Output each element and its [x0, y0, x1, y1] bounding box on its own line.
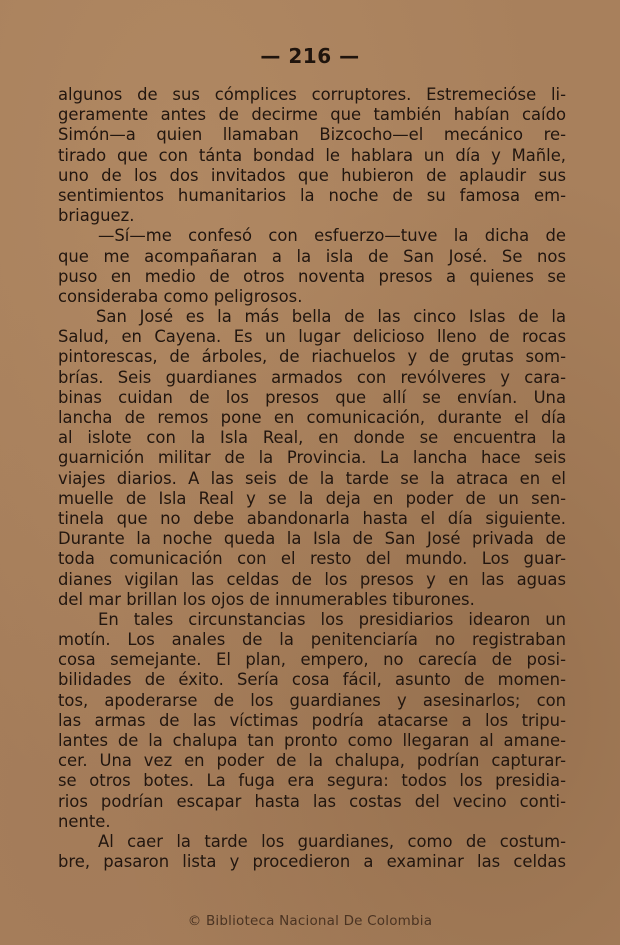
text-line: lantes de la chalupa tan pronto como llegaran al amane- [58, 731, 566, 750]
text-line: del mar brillan los ojos de innumerables tiburones. [58, 589, 475, 609]
text-line: consideraba como peligrosos. [58, 286, 303, 306]
text-line: cer. Una vez en poder de la chalupa, podrían capturar- [58, 751, 566, 771]
text-line: tirado que con tánta bondad le hablara un día y Mañle, [58, 145, 566, 165]
text-line: guarnición militar de la Provincia. La lancha hace seis [58, 448, 566, 468]
text-line: —Sí—me confesó con esfuerzo—tuve la dicha de [98, 226, 566, 246]
body-text [58, 85, 566, 872]
page-number: — 216 — [260, 44, 360, 68]
text-line: cosa semejante. El plan, empero, no carecía de posi- [58, 650, 566, 670]
text-line: lancha de remos pone en comunicación, durante el día [58, 408, 566, 427]
copyright-footer: © Biblioteca Nacional De Colombia [187, 913, 433, 929]
text-line: las armas de las víctimas podría atacarse a los tripu- [58, 710, 566, 730]
text-line: Simón—a quien llamaban Bizcocho—el mecánico re- [58, 125, 566, 145]
text-line: nente. [58, 811, 111, 831]
text-line: uno de los dos invitados que hubieron de aplaudir sus [58, 165, 566, 185]
text-line: En tales circunstancias los presidiarios idearon un [98, 609, 566, 629]
text-line: al islote con la Isla Real, en donde se encuentra la [58, 428, 566, 448]
text-line: briaguez. [58, 206, 135, 226]
text-line: se otros botes. La fuga era segura: todos los presidia- [58, 771, 566, 791]
text-line: algunos de sus cómplices corruptores. Estremecióse li- [58, 85, 566, 104]
text-line: Durante la noche queda la Isla de San José privada de [58, 529, 566, 549]
text-line: brías. Seis guardianes armados con revólveres y cara- [58, 367, 566, 387]
text-line: tos, apoderarse de los guardianes y asesinarlos; con [58, 690, 566, 710]
text-line: sentimientos humanitarios la noche de su famosa em- [58, 185, 566, 205]
text-line: pintorescas, de árboles, de riachuelos y de grutas som- [58, 347, 566, 367]
text-line: motín. Los anales de la penitenciaría no registraban [58, 630, 566, 650]
text-line: viajes diarios. A las seis de la tarde se la atraca en el [58, 468, 566, 488]
text-line: que me acompañaran a la isla de San José. Se nos [58, 246, 566, 266]
text-line: dianes vigilan las celdas de los presos y en las aguas [58, 569, 566, 589]
text-line: binas cuidan de los presos que allí se envían. Una [58, 387, 566, 407]
text-line: toda comunicación con el resto del mundo. Los guar- [58, 549, 566, 569]
text-line: tinela que no debe abandonarla hasta el día siguiente. [58, 508, 566, 528]
text-line: San José es la más bella de las cinco Islas de la [96, 307, 566, 327]
text-line: rios podrían escapar hasta las costas del vecino conti- [58, 791, 566, 811]
text-line: Salud, en Cayena. Es un lugar delicioso lleno de rocas [58, 327, 566, 347]
text-line: Al caer la tarde los guardianes, como de costum- [98, 831, 566, 851]
text-line: bre, pasaron lista y procedieron a examinar las celdas [58, 852, 566, 872]
text-line: geramente antes de decirme que también habían caído [58, 105, 566, 125]
text-line: bilidades de éxito. Sería cosa fácil, asunto de momen- [58, 670, 566, 690]
text-line: puso en medio de otros noventa presos a quienes se [58, 266, 566, 286]
text-line: muelle de Isla Real y se la deja en poder de un sen- [58, 488, 566, 508]
